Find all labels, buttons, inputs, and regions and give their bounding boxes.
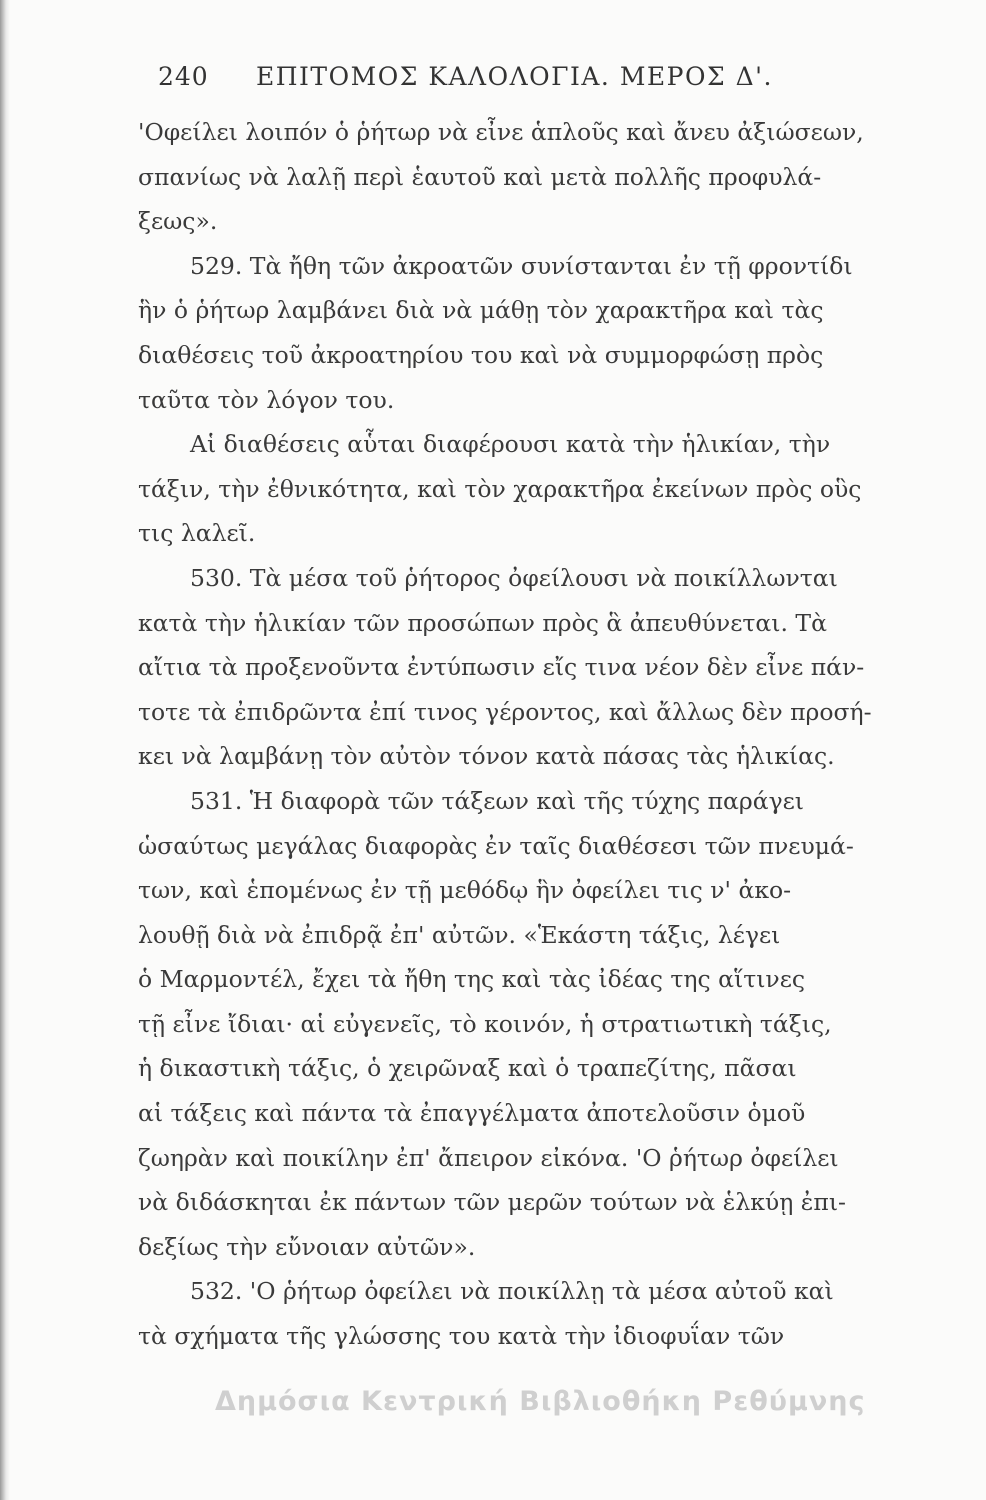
text-line: αἴτια τὰ προξενοῦντα ἐντύπωσιν εἴς τινα νέον δὲν εἶνε πάν- <box>138 653 865 682</box>
text-line: δεξίως τὴν εὔνοιαν αὐτῶν». <box>138 1232 476 1261</box>
page-gutter-shadow <box>0 0 10 1500</box>
text-line: ἣν ὁ ῥήτωρ λαμβάνει διὰ νὰ μάθῃ τὸν χαρακτῆρα καὶ τὰς <box>138 296 824 325</box>
text-line: κατὰ τὴν ἡλικίαν τῶν προσώπων πρὸς ἃ ἀπευθύνεται. Τὰ <box>138 608 827 637</box>
paragraph-530-start: 530. Τὰ μέσα τοῦ ῥήτορος ὀφείλουσι νὰ ποικίλλωνται <box>190 563 838 592</box>
text-line: λουθῇ διὰ νὰ ἐπιδρᾷ ἐπ' αὐτῶν. «Ἑκάστη τάξις, λέγει <box>138 920 781 949</box>
text-line: ὡσαύτως μεγάλας διαφορὰς ἐν ταῖς διαθέσεσι τῶν πνευμά- <box>138 831 854 860</box>
text-line: τῇ εἶνε ἴδιαι· αἱ εὐγενεῖς, τὸ κοινόν, ἡ στρατιωτικὴ τάξις, <box>138 1009 832 1038</box>
text-line: τάξιν, τὴν ἐθνικότητα, καὶ τὸν χαρακτῆρα ἐκείνων πρὸς οὓς <box>138 474 862 503</box>
text-line: τις λαλεῖ. <box>138 519 256 548</box>
text-line: 'Οφείλει λοιπόν ὁ ῥήτωρ νὰ εἶνε ἁπλοῦς καὶ ἄνευ ἀξιώσεων, <box>138 118 864 146</box>
paragraph-532-start: 532. 'Ο ῥήτωρ ὀφείλει νὰ ποικίλλῃ τὰ μέσα αὐτοῦ καὶ <box>190 1277 834 1306</box>
text-line: των, καὶ ἑπομένως ἐν τῇ μεθόδῳ ἣν ὀφείλει τις ν' ἀκο- <box>138 876 792 905</box>
text-line: ἡ δικαστικὴ τάξις, ὁ χειρῶναξ καὶ ὁ τραπεζίτης, πᾶσαι <box>138 1054 797 1083</box>
text-line: νὰ διδάσκηται ἐκ πάντων τῶν μερῶν τούτων νὰ ἑλκύῃ ἐπι- <box>138 1188 846 1217</box>
text-line: διαθέσεις τοῦ ἀκροατηρίου του καὶ νὰ συμμορφώσῃ πρὸς <box>138 340 824 369</box>
running-header <box>158 62 938 102</box>
text-line: ζωηρὰν καὶ ποικίλην ἐπ' ἄπειρον εἰκόνα. 'Ο ῥήτωρ ὀφείλει <box>138 1143 839 1172</box>
text-line: κει νὰ λαμβάνῃ τὸν αὐτὸν τόνον κατὰ πάσας τὰς ἡλικίας. <box>138 742 835 771</box>
text-line: αἱ τάξεις καὶ πάντα τὰ ἐπαγγέλματα ἀποτελοῦσιν ὁμοῦ <box>138 1099 806 1128</box>
page-number: 240 <box>158 62 209 91</box>
text-line: ξεως». <box>138 207 218 236</box>
text-line: ὁ Μαρμοντέλ, ἔχει τὰ ἤθη της καὶ τὰς ἰδέας της αἵτινες <box>138 965 806 994</box>
text-line: τοτε τὰ ἐπιδρῶντα ἐπί τινος γέροντος, καὶ ἄλλως δὲν προσή- <box>138 697 872 726</box>
paragraph-start: Αἱ διαθέσεις αὗται διαφέρουσι κατὰ τὴν ἡλικίαν, τὴν <box>190 430 831 459</box>
text-line: ταῦτα τὸν λόγον του. <box>138 385 395 414</box>
paragraph-531-start: 531. Ἡ διαφορὰ τῶν τάξεων καὶ τῆς τύχης παράγει <box>190 786 805 815</box>
running-title: ΕΠΙΤΟΜΟΣ ΚΑΛΟΛΟΓΙΑ. ΜΕΡΟΣ Δ'. <box>256 62 773 91</box>
page-body-text <box>138 110 958 1359</box>
library-watermark: Δημόσια Κεντρική Βιβλιοθήκη Ρεθύμνης <box>215 1386 866 1417</box>
text-line: τὰ σχήματα τῆς γλώσσης του κατὰ τὴν ἰδιοφυΐαν τῶν <box>138 1322 785 1351</box>
text-line: σπανίως νὰ λαλῇ περὶ ἑαυτοῦ καὶ μετὰ πολλῆς προφυλά- <box>138 162 822 191</box>
paragraph-529-start: 529. Τὰ ἤθη τῶν ἀκροατῶν συνίστανται ἐν τῇ φροντίδι <box>190 251 853 280</box>
